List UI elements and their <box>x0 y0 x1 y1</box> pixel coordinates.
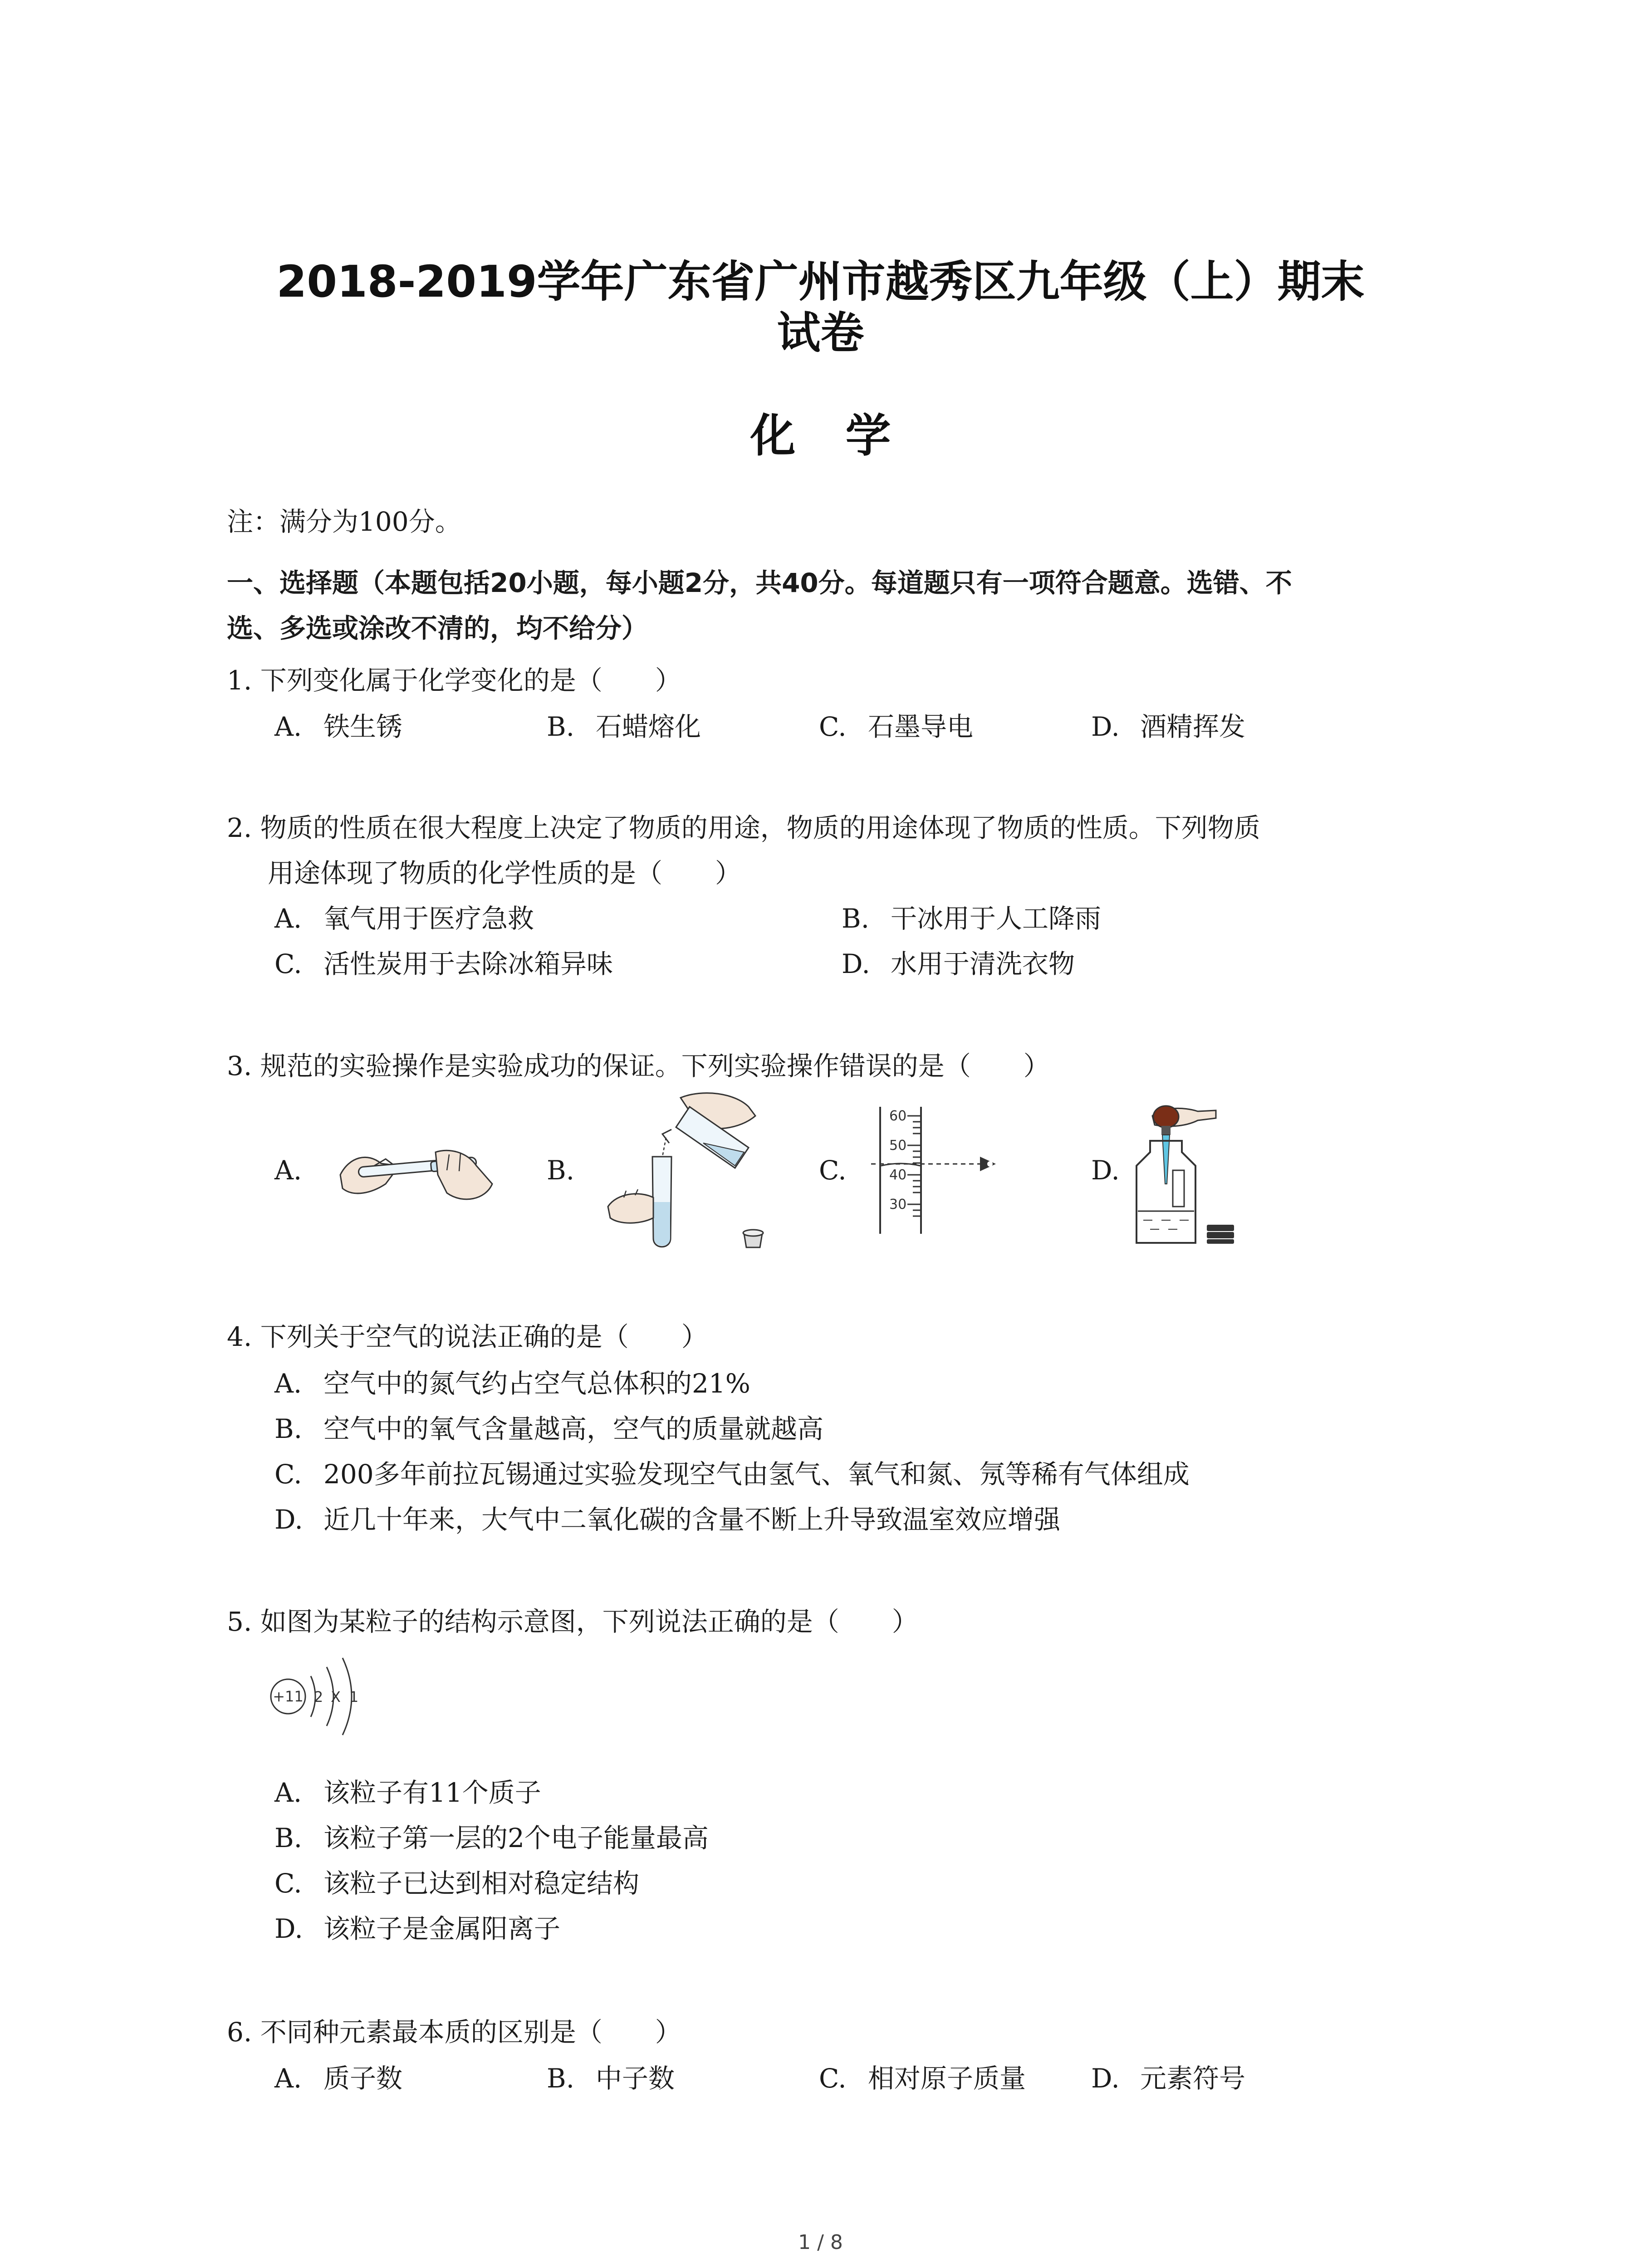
question-6-option-d <box>1091 2060 1245 2097</box>
question-3-option-b-label: B. <box>547 1155 575 1186</box>
option-text: 元素符号 <box>1140 2063 1246 2094</box>
question-4-option-d <box>274 1501 1060 1538</box>
question-6-option-a <box>274 2060 402 2097</box>
option-label: A. <box>274 2063 302 2094</box>
option-text: 相对原子质量 <box>868 2063 1026 2094</box>
option-label: B. <box>842 903 870 934</box>
option-label: B. <box>547 711 575 742</box>
subject-title: 化学 <box>750 409 941 462</box>
option-label: B. <box>274 1413 303 1444</box>
question-6-option-c <box>819 2060 1026 2097</box>
question-3-stem: 3. 规范的实验操作是实验成功的保证。下列实验操作错误的是（ ） <box>227 1051 1050 1081</box>
section-heading-line1: 一、选择题（本题包括20小题，每小题2分，共40分。每道题只有一项符合题意。选错、不 <box>227 567 1292 598</box>
section-heading-line2: 选、多选或涂改不清的，均不给分） <box>227 613 648 644</box>
test-tube-heating-figure <box>331 1120 499 1216</box>
option-text: 干冰用于人工降雨 <box>891 903 1102 934</box>
question-4-stem: 4. 下列关于空气的说法正确的是（ ） <box>227 1321 708 1352</box>
cylinder-tick-label: 30 <box>889 1197 907 1212</box>
option-label: D. <box>1091 711 1120 742</box>
question-4-option-a <box>274 1365 750 1402</box>
dropper-bottle-figure <box>1134 1098 1252 1252</box>
option-text: 石蜡熔化 <box>596 711 701 742</box>
option-text: 200多年前拉瓦锡通过实验发现空气由氢气、氧气和氮、氖等稀有气体组成 <box>323 1459 1190 1490</box>
question-5-option-b <box>274 1820 709 1856</box>
shell-1-electrons: 2 <box>314 1688 323 1706</box>
graduated-cylinder-figure <box>871 1102 1007 1238</box>
cylinder-tick-label: 40 <box>889 1167 907 1183</box>
option-text: 铁生锈 <box>323 711 403 742</box>
option-label: C. <box>819 711 847 742</box>
question-2-stem-line1: 2. 物质的性质在很大程度上决定了物质的用途，物质的用途体现了物质的性质。下列物质 <box>227 812 1260 843</box>
option-text: 石墨导电 <box>868 711 974 742</box>
question-5-option-c <box>274 1865 639 1901</box>
pouring-liquid-figure <box>599 1089 789 1261</box>
option-label: A. <box>274 711 302 742</box>
question-4-option-b <box>274 1411 823 1447</box>
option-text: 该粒子有11个质子 <box>323 1777 541 1808</box>
option-label: B. <box>547 2063 575 2094</box>
question-1-option-c <box>819 709 973 745</box>
question-2-option-a <box>274 900 534 937</box>
option-label: D. <box>274 1913 303 1944</box>
question-2-option-b <box>842 900 1101 937</box>
score-note: 注：满分为100分。 <box>227 506 461 537</box>
option-text: 空气中的氧气含量越高，空气的质量就越高 <box>323 1413 824 1444</box>
question-6-option-b <box>547 2060 675 2097</box>
exam-title-line2: 试卷 <box>777 308 864 358</box>
question-5-option-d <box>274 1911 560 1947</box>
question-1-option-b <box>547 709 701 745</box>
option-text: 空气中的氮气约占空气总体积的21% <box>323 1368 750 1399</box>
exam-title-line1: 2018-2019学年广东省广州市越秀区九年级（上）期末 <box>276 256 1365 307</box>
option-text: 中子数 <box>596 2063 675 2094</box>
option-label: D. <box>1091 2063 1120 2094</box>
option-label: D. <box>274 1504 303 1535</box>
question-2-option-d <box>842 946 1075 982</box>
question-1-option-d <box>1091 709 1245 745</box>
option-text: 活性炭用于去除冰箱异味 <box>323 948 613 979</box>
question-6-stem: 6. 不同种元素最本质的区别是（ ） <box>227 2017 681 2048</box>
option-label: C. <box>274 1459 302 1490</box>
shell-3-electrons: 1 <box>349 1688 359 1706</box>
question-3-option-c-label: C. <box>819 1155 847 1186</box>
shell-2-electrons: X <box>331 1688 341 1706</box>
question-2-stem-line2: 用途体现了物质的化学性质的是（ ） <box>268 858 742 889</box>
option-label: C. <box>274 1868 302 1899</box>
question-5-stem: 5. 如图为某粒子的结构示意图，下列说法正确的是（ ） <box>227 1606 918 1637</box>
cylinder-tick-label: 60 <box>889 1108 907 1124</box>
option-text: 氧气用于医疗急救 <box>323 903 534 934</box>
option-label: D. <box>842 948 870 979</box>
option-text: 质子数 <box>323 2063 403 2094</box>
question-3-option-a-label: A. <box>274 1155 302 1186</box>
atomic-structure-diagram <box>268 1651 381 1742</box>
question-1-stem: 1. 下列变化属于化学变化的是（ ） <box>227 665 681 696</box>
option-text: 该粒子第一层的2个电子能量最高 <box>323 1823 709 1853</box>
option-text: 水用于清洗衣物 <box>891 948 1075 979</box>
question-2-option-c <box>274 946 613 982</box>
option-label: C. <box>819 2063 847 2094</box>
option-label: A. <box>274 1777 302 1808</box>
question-5-option-a <box>274 1774 541 1811</box>
option-text: 该粒子是金属阳离子 <box>323 1913 561 1944</box>
option-label: A. <box>274 903 302 934</box>
page-number: 1 / 8 <box>798 2231 843 2254</box>
option-label: C. <box>274 948 302 979</box>
option-text: 酒精挥发 <box>1140 711 1246 742</box>
question-3-option-d-label: D. <box>1091 1155 1120 1186</box>
option-text: 近几十年来，大气中二氧化碳的含量不断上升导致温室效应增强 <box>323 1504 1061 1535</box>
option-label: B. <box>274 1823 303 1853</box>
question-1-option-a <box>274 709 402 745</box>
cylinder-tick-label: 50 <box>889 1138 907 1154</box>
option-label: A. <box>274 1368 302 1399</box>
option-text: 该粒子已达到相对稳定结构 <box>323 1868 640 1899</box>
nucleus-charge: +11 <box>273 1688 304 1705</box>
question-4-option-c <box>274 1456 1190 1492</box>
